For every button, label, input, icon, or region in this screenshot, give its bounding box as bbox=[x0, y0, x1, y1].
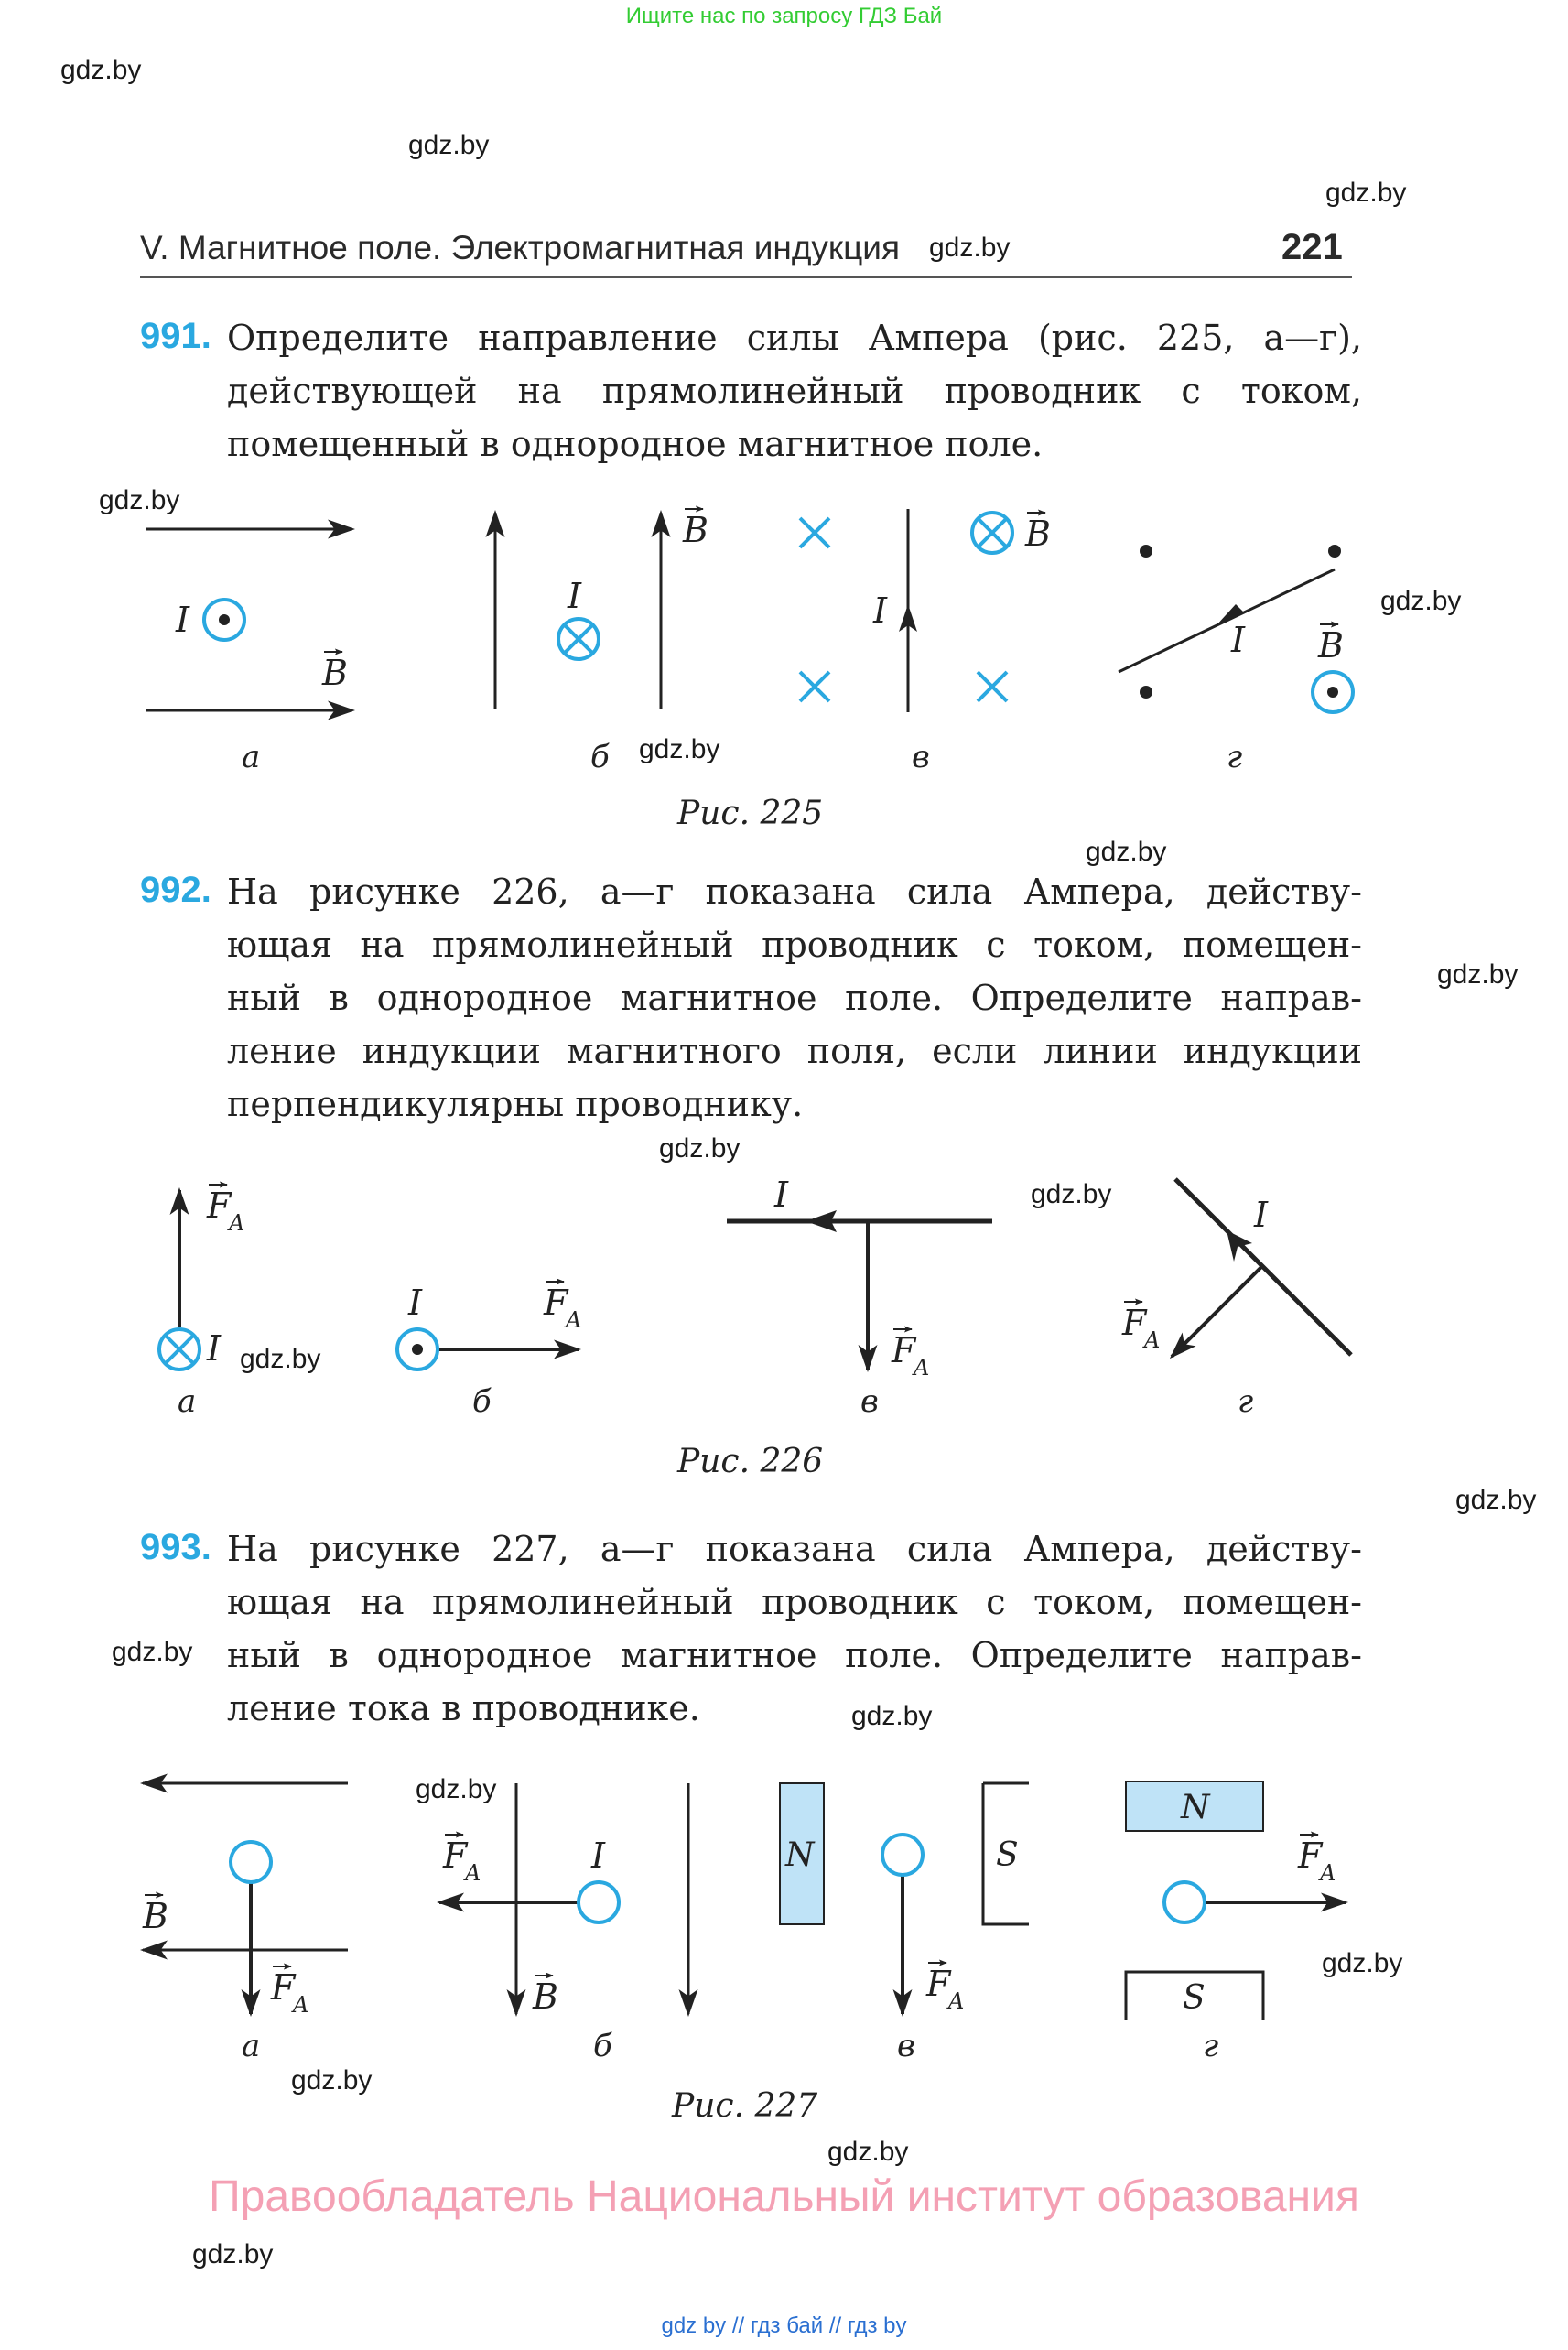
problem-number-992: 992. bbox=[140, 870, 211, 910]
figure-caption: Рис. 225 bbox=[677, 795, 824, 832]
figure-caption: Рис. 226 bbox=[677, 1443, 824, 1480]
current-label: I bbox=[1254, 1195, 1269, 1235]
current-label: I bbox=[873, 590, 888, 631]
text-line: Определите направление силы Ампера (рис. 225, а—г), bbox=[227, 318, 1362, 358]
text-line: помещенный в однородное магнитное поле. bbox=[227, 424, 1044, 464]
force-label: F bbox=[207, 1186, 232, 1226]
force-label: F bbox=[443, 1836, 468, 1876]
watermark: gdz.by bbox=[1322, 1948, 1403, 1978]
watermark: gdz.by bbox=[416, 1774, 497, 1804]
current-label: I bbox=[774, 1175, 789, 1215]
force-label: F bbox=[271, 1967, 296, 2008]
text-line: На рисунке 227, а—г показана сила Ампера, действу- bbox=[227, 1529, 1362, 1569]
current-label: I bbox=[568, 576, 582, 616]
force-subscript: A bbox=[914, 1355, 930, 1381]
pole-label: N bbox=[1181, 1789, 1210, 1826]
current-label: I bbox=[408, 1283, 423, 1323]
fig227-a bbox=[142, 1783, 348, 2064]
sublabel: б bbox=[590, 739, 610, 775]
watermark: gdz.by bbox=[1380, 586, 1462, 616]
conductor-icon bbox=[231, 1842, 271, 1882]
watermark: gdz.by bbox=[929, 233, 1011, 263]
sublabel: г bbox=[1238, 1383, 1254, 1420]
force-label: F bbox=[1122, 1303, 1147, 1343]
text-line: ющая на прямолинейный проводник с током, помещен- bbox=[227, 1582, 1362, 1622]
current-label: I bbox=[207, 1328, 222, 1369]
conductor-icon bbox=[1164, 1882, 1205, 1922]
field-label: B bbox=[533, 1976, 558, 2017]
text-line: На рисунке 226, а—г показана сила Ампера, действу- bbox=[227, 872, 1362, 912]
watermark: gdz.by bbox=[1031, 1179, 1112, 1209]
current-label: I bbox=[176, 600, 190, 640]
field-label: B bbox=[322, 653, 348, 693]
force-subscript: A bbox=[229, 1210, 245, 1236]
sublabel: в bbox=[860, 1383, 879, 1420]
force-subscript: A bbox=[566, 1307, 582, 1333]
fig227-b bbox=[439, 1783, 688, 2064]
conductor-icon bbox=[882, 1835, 923, 1875]
field-label: B bbox=[1318, 625, 1344, 666]
force-subscript: A bbox=[948, 1988, 965, 2014]
text-line: ный в однородное магнитное поле. Определите направ- bbox=[227, 1635, 1362, 1675]
watermark: gdz.by bbox=[639, 734, 720, 764]
sublabel: а bbox=[178, 1383, 197, 1420]
problem-number-991: 991. bbox=[140, 316, 211, 356]
force-label: F bbox=[544, 1283, 568, 1323]
watermark: gdz.by bbox=[827, 2137, 909, 2167]
copyright-notice: Правообладатель Национальный институт образования bbox=[209, 2172, 1359, 2221]
text-line: перпендикулярны проводнику. bbox=[227, 1084, 804, 1124]
watermark: gdz.by bbox=[99, 485, 180, 515]
conductor-icon bbox=[579, 1882, 619, 1922]
text-line: ющая на прямолинейный проводник с током, помещен- bbox=[227, 925, 1362, 965]
sublabel: г bbox=[1227, 739, 1243, 775]
fig227-v bbox=[780, 1783, 1029, 2064]
chapter-title: V. Магнитное поле. Электромагнитная индукция bbox=[140, 229, 900, 266]
watermark: gdz.by bbox=[291, 2065, 373, 2096]
sublabel: а bbox=[242, 739, 261, 775]
force-subscript: A bbox=[293, 1992, 309, 2018]
sublabel: а bbox=[242, 2028, 261, 2064]
figure-caption: Рис. 227 bbox=[672, 2087, 818, 2125]
pole-label: N bbox=[785, 1836, 815, 1874]
current-label: I bbox=[1231, 620, 1246, 660]
text-line: ление тока в проводнике. bbox=[227, 1688, 700, 1728]
force-label: F bbox=[892, 1330, 916, 1370]
page-number: 221 bbox=[1281, 227, 1343, 267]
text-line: ный в однородное магнитное поле. Определите направ- bbox=[227, 978, 1362, 1018]
watermark: gdz.by bbox=[1437, 959, 1519, 990]
sublabel: б bbox=[472, 1383, 492, 1420]
watermark: gdz.by bbox=[408, 130, 490, 160]
field-label: B bbox=[1025, 514, 1051, 554]
force-subscript: A bbox=[1320, 1860, 1336, 1886]
field-label: B bbox=[143, 1896, 168, 1936]
watermark: gdz.by bbox=[240, 1344, 321, 1374]
watermark: gdz.by bbox=[112, 1637, 193, 1667]
fig227-g bbox=[1126, 1781, 1346, 2064]
watermark: gdz.by bbox=[60, 55, 142, 85]
current-label: I bbox=[591, 1836, 606, 1876]
text-line: ление индукции магнитного поля, если линии индукции bbox=[227, 1031, 1362, 1071]
pole-label: S bbox=[1183, 1979, 1206, 2017]
top-banner[interactable]: Ищите нас по запросу ГДЗ Бай bbox=[625, 4, 943, 28]
watermark: gdz.by bbox=[192, 2239, 274, 2269]
sublabel: в bbox=[912, 739, 930, 775]
sublabel: г bbox=[1203, 2028, 1219, 2064]
sublabel: б bbox=[593, 2028, 612, 2064]
force-label: F bbox=[926, 1964, 951, 2004]
force-subscript: A bbox=[1144, 1327, 1161, 1353]
watermark: gdz.by bbox=[659, 1133, 741, 1164]
field-label: B bbox=[683, 510, 708, 550]
watermark: gdz.by bbox=[1325, 178, 1407, 208]
sublabel: в bbox=[897, 2028, 915, 2064]
force-subscript: A bbox=[465, 1860, 481, 1886]
watermark: gdz.by bbox=[1086, 837, 1167, 867]
problem-number-993: 993. bbox=[140, 1527, 211, 1567]
force-label: F bbox=[1298, 1836, 1323, 1876]
text-line: действующей на прямолинейный проводник с током, bbox=[227, 371, 1362, 411]
watermark: gdz.by bbox=[851, 1701, 933, 1731]
bottom-links[interactable]: gdz by // гдз бай // гдз by bbox=[661, 2313, 907, 2338]
pole-label: S bbox=[996, 1836, 1019, 1874]
watermark: gdz.by bbox=[1455, 1485, 1537, 1515]
